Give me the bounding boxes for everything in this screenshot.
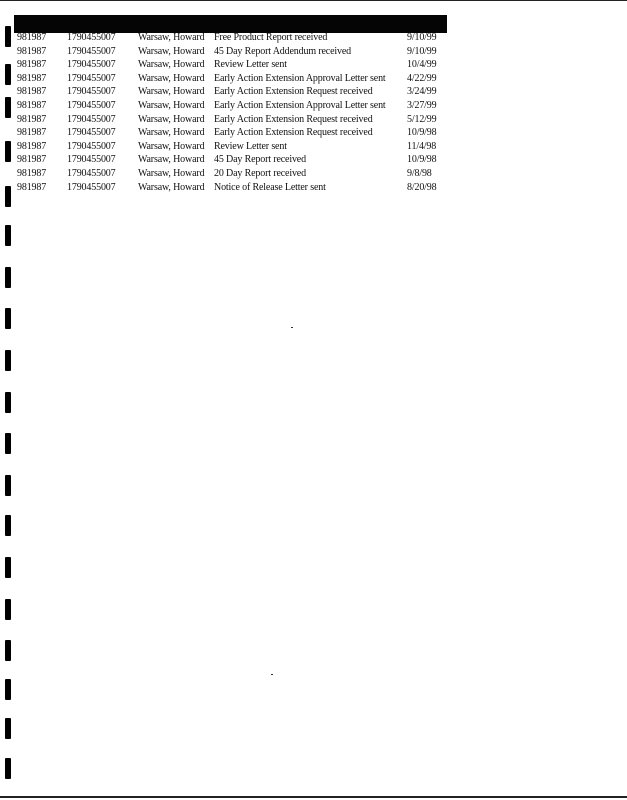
table-row bbox=[17, 182, 447, 196]
scan-speck bbox=[271, 674, 273, 675]
record-date: 5/12/99 bbox=[407, 113, 437, 125]
binder-hole-mark bbox=[5, 26, 11, 47]
record-event: Review Letter sent bbox=[214, 59, 287, 71]
record-number: 1790455007 bbox=[67, 154, 116, 166]
record-date: 4/22/99 bbox=[407, 72, 437, 84]
record-event: Early Action Extension Request received bbox=[214, 127, 373, 139]
redacted-header-bar bbox=[14, 15, 447, 33]
binder-hole-mark bbox=[5, 64, 11, 85]
record-date: 8/20/98 bbox=[407, 181, 437, 193]
record-date: 9/10/99 bbox=[407, 32, 437, 43]
binder-hole-mark bbox=[5, 225, 11, 246]
binder-hole-mark bbox=[5, 186, 11, 207]
record-number: 1790455007 bbox=[67, 86, 116, 98]
record-name: Warsaw, Howard bbox=[138, 140, 205, 152]
table-row bbox=[17, 154, 447, 168]
table-row bbox=[17, 73, 447, 87]
record-number: 1790455007 bbox=[67, 113, 116, 125]
record-event: 45 Day Report received bbox=[214, 154, 306, 166]
table-row bbox=[17, 127, 447, 141]
record-name: Warsaw, Howard bbox=[138, 45, 205, 57]
record-id: 981987 bbox=[17, 32, 47, 43]
record-number: 1790455007 bbox=[67, 127, 116, 139]
table-row bbox=[17, 32, 447, 46]
binder-hole-mark bbox=[5, 350, 11, 371]
records-table bbox=[17, 32, 447, 195]
record-date: 10/9/98 bbox=[407, 127, 437, 139]
record-id: 981987 bbox=[17, 154, 47, 166]
record-id: 981987 bbox=[17, 140, 47, 152]
binder-hole-mark bbox=[5, 758, 11, 779]
table-row bbox=[17, 46, 447, 60]
record-date: 3/24/99 bbox=[407, 86, 437, 98]
record-event: 20 Day Report received bbox=[214, 167, 306, 179]
record-name: Warsaw, Howard bbox=[138, 86, 205, 98]
record-date: 9/8/98 bbox=[407, 167, 432, 179]
binder-hole-mark bbox=[5, 475, 11, 496]
bottom-rule bbox=[0, 796, 627, 798]
record-name: Warsaw, Howard bbox=[138, 72, 205, 84]
record-number: 1790455007 bbox=[67, 167, 116, 179]
record-id: 981987 bbox=[17, 181, 47, 193]
record-date: 9/10/99 bbox=[407, 45, 437, 57]
record-id: 981987 bbox=[17, 113, 47, 125]
record-name: Warsaw, Howard bbox=[138, 154, 205, 166]
table-row bbox=[17, 100, 447, 114]
record-event: Early Action Extension Request received bbox=[214, 86, 373, 98]
record-event: Review Letter sent bbox=[214, 140, 287, 152]
record-id: 981987 bbox=[17, 127, 47, 139]
record-number: 1790455007 bbox=[67, 45, 116, 57]
record-id: 981987 bbox=[17, 72, 47, 84]
binder-hole-mark bbox=[5, 392, 11, 413]
table-row bbox=[17, 86, 447, 100]
record-number: 1790455007 bbox=[67, 32, 116, 43]
record-event: Notice of Release Letter sent bbox=[214, 181, 326, 193]
record-number: 1790455007 bbox=[67, 181, 116, 193]
record-number: 1790455007 bbox=[67, 99, 116, 111]
table-row bbox=[17, 114, 447, 128]
record-name: Warsaw, Howard bbox=[138, 32, 205, 43]
record-event: Early Action Extension Approval Letter sent bbox=[214, 99, 386, 111]
record-event: Early Action Extension Request received bbox=[214, 113, 373, 125]
binder-hole-mark bbox=[5, 599, 11, 620]
record-id: 981987 bbox=[17, 99, 47, 111]
record-name: Warsaw, Howard bbox=[138, 127, 205, 139]
binder-hole-mark bbox=[5, 141, 11, 162]
table-row bbox=[17, 141, 447, 155]
record-name: Warsaw, Howard bbox=[138, 99, 205, 111]
record-event: 45 Day Report Addendum received bbox=[214, 45, 351, 57]
binder-hole-mark bbox=[5, 97, 11, 118]
record-id: 981987 bbox=[17, 59, 47, 71]
binder-hole-mark bbox=[5, 308, 11, 329]
record-name: Warsaw, Howard bbox=[138, 167, 205, 179]
record-date: 3/27/99 bbox=[407, 99, 437, 111]
binder-hole-mark bbox=[5, 640, 11, 661]
binder-hole-mark bbox=[5, 433, 11, 454]
binder-hole-mark bbox=[5, 515, 11, 536]
binder-hole-mark bbox=[5, 267, 11, 288]
record-date: 11/4/98 bbox=[407, 140, 437, 152]
record-date: 10/9/98 bbox=[407, 154, 437, 166]
record-id: 981987 bbox=[17, 45, 47, 57]
record-name: Warsaw, Howard bbox=[138, 113, 205, 125]
record-number: 1790455007 bbox=[67, 140, 116, 152]
binder-hole-mark bbox=[5, 718, 11, 739]
binder-hole-mark bbox=[5, 557, 11, 578]
table-row bbox=[17, 59, 447, 73]
record-name: Warsaw, Howard bbox=[138, 181, 205, 193]
binder-hole-mark bbox=[5, 679, 11, 700]
top-rule bbox=[0, 0, 627, 1]
record-event: Early Action Extension Approval Letter sent bbox=[214, 72, 386, 84]
record-name: Warsaw, Howard bbox=[138, 59, 205, 71]
record-id: 981987 bbox=[17, 86, 47, 98]
table-row bbox=[17, 168, 447, 182]
scan-speck bbox=[291, 327, 293, 328]
record-date: 10/4/99 bbox=[407, 59, 437, 71]
record-event: Free Product Report received bbox=[214, 32, 328, 43]
record-number: 1790455007 bbox=[67, 72, 116, 84]
record-number: 1790455007 bbox=[67, 59, 116, 71]
record-id: 981987 bbox=[17, 167, 47, 179]
